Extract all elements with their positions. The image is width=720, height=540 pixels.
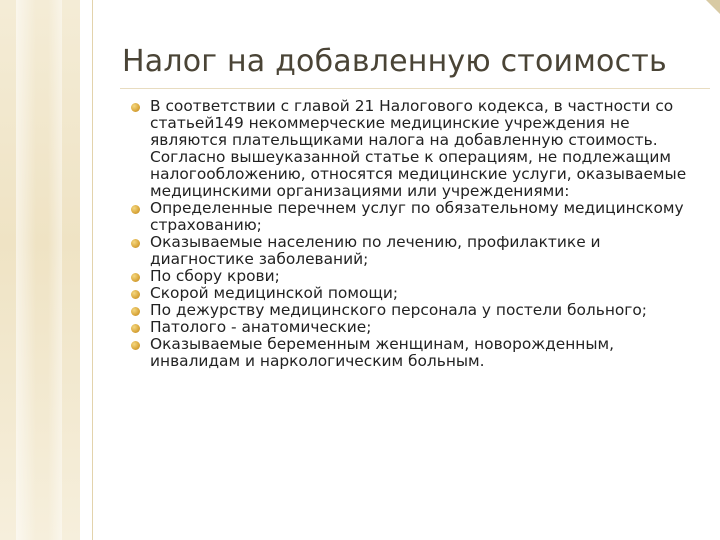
bullet-text: Оказываемые населению по лечению, профилактике и диагностике заболеваний; xyxy=(150,233,601,268)
bullet-item-3 xyxy=(124,234,704,268)
bullet-dot-icon xyxy=(131,307,140,316)
bullet-dot-icon xyxy=(131,103,140,112)
title-divider xyxy=(120,88,710,89)
bullet-text: Оказываемые беременным женщинам, новорожденным, инвалидам и наркологическим больным. xyxy=(150,335,615,370)
bullet-item-1 xyxy=(124,98,704,200)
bullet-list xyxy=(124,98,704,370)
bullet-text: Скорой медицинской помощи; xyxy=(150,284,399,302)
decorative-sidebar xyxy=(0,0,80,540)
slide-title: Налог на добавленную стоимость xyxy=(122,44,667,79)
bullet-item-7 xyxy=(124,319,704,336)
bullet-dot-icon xyxy=(131,205,140,214)
bullet-text: По дежурству медицинского персонала у постели больного; xyxy=(150,301,647,319)
bullet-text: Патолого - анатомические; xyxy=(150,318,372,336)
bullet-dot-icon xyxy=(131,239,140,248)
decorative-divider-line xyxy=(92,0,93,540)
bullet-dot-icon xyxy=(131,290,140,299)
bullet-item-5 xyxy=(124,285,704,302)
bullet-dot-icon xyxy=(131,324,140,333)
bullet-dot-icon xyxy=(131,273,140,282)
bullet-item-2 xyxy=(124,200,704,234)
bullet-text: По сбору крови; xyxy=(150,267,280,285)
bullet-item-8 xyxy=(124,336,704,370)
bullet-item-4 xyxy=(124,268,704,285)
bullet-dot-icon xyxy=(131,341,140,350)
decorative-corner xyxy=(706,0,720,14)
bullet-text: В соответствии с главой 21 Налогового кодекса, в частности со статьей149 некоммерческие медицинские учреждения не являются плательщиками налога на добавленную стоимость. Согласно вышеуказанной статье к операциям, не подлежащим налогообложению, относятся медицинские услуги, оказываемые медицинскими организациями или учреждениями: xyxy=(150,97,687,200)
bullet-item-6 xyxy=(124,302,704,319)
bullet-text: Определенные перечнем услуг по обязательному медицинскому страхованию; xyxy=(150,199,684,234)
